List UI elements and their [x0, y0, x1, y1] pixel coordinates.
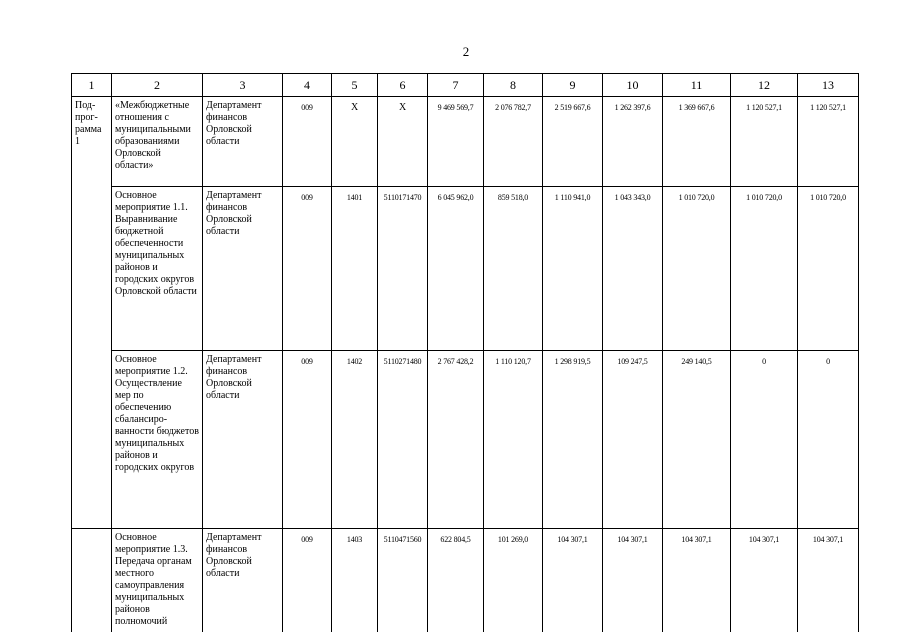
year-amount: 1 298 919,5 [543, 351, 603, 529]
event-name: Основное мероприятие 1.1. Выравнивание бюджетной обеспеченности муниципальных районов и городских округов Орловской области [112, 187, 203, 351]
column-header: 5 [332, 74, 378, 97]
year-amount: 1 010 720,0 [663, 187, 731, 351]
year-amount: 2 519 667,6 [543, 97, 603, 187]
rzpr-code: 1402 [332, 351, 378, 529]
year-amount: 1 043 343,0 [603, 187, 663, 351]
year-amount: 1 120 527,1 [731, 97, 798, 187]
column-header: 2 [112, 74, 203, 97]
column-header: 6 [378, 74, 428, 97]
csr-code: 5110471560 [378, 529, 428, 633]
executor: Департамент финансов Орловской области [203, 97, 283, 187]
grbs-code: 009 [283, 351, 332, 529]
event-name: «Межбюджетные отношения с муниципальными образованиями Орловской области» [112, 97, 203, 187]
year-amount: 859 518,0 [484, 187, 543, 351]
year-amount: 249 140,5 [663, 351, 731, 529]
year-amount: 1 120 527,1 [798, 97, 859, 187]
column-header: 3 [203, 74, 283, 97]
year-amount: 1 369 667,6 [663, 97, 731, 187]
year-amount: 0 [798, 351, 859, 529]
grbs-code: 009 [283, 97, 332, 187]
event-name: Основное мероприятие 1.2. Осуществление мер по обеспечению сбалансиро- ванности бюджетов муниципальных районов и городских округов [112, 351, 203, 529]
column-header-row [72, 74, 859, 97]
column-header: 13 [798, 74, 859, 97]
column-header: 8 [484, 74, 543, 97]
year-amount: 2 076 782,7 [484, 97, 543, 187]
column-header: 4 [283, 74, 332, 97]
year-amount: 1 110 120,7 [484, 351, 543, 529]
csr-code: 5110271480 [378, 351, 428, 529]
year-amount: 104 307,1 [663, 529, 731, 633]
year-amount: 104 307,1 [731, 529, 798, 633]
grbs-code: 009 [283, 529, 332, 633]
table-row [72, 351, 859, 529]
executor: Департамент финансов Орловской области [203, 351, 283, 529]
column-header: 9 [543, 74, 603, 97]
rzpr-code: 1401 [332, 187, 378, 351]
executor: Департамент финансов Орловской области [203, 529, 283, 633]
year-amount: 101 269,0 [484, 529, 543, 633]
table-row [72, 187, 859, 351]
year-amount: 0 [731, 351, 798, 529]
year-amount: 1 110 941,0 [543, 187, 603, 351]
column-header: 1 [72, 74, 112, 97]
year-amount: 1 262 397,6 [603, 97, 663, 187]
page-number: 2 [462, 44, 470, 59]
subprogram-cell [72, 351, 112, 529]
executor: Департамент финансов Орловской области [203, 187, 283, 351]
total-amount: 9 469 569,7 [428, 97, 484, 187]
event-name: Основное мероприятие 1.3. Передача органам местного самоуправления муниципальных районов полномочий [112, 529, 203, 633]
table-row [72, 97, 859, 187]
budget-table [71, 73, 859, 632]
column-header: 11 [663, 74, 731, 97]
year-amount: 1 010 720,0 [798, 187, 859, 351]
table-row [72, 529, 859, 633]
year-amount: 1 010 720,0 [731, 187, 798, 351]
subprogram-cell [72, 529, 112, 633]
column-header: 12 [731, 74, 798, 97]
year-amount: 109 247,5 [603, 351, 663, 529]
rzpr-code: 1403 [332, 529, 378, 633]
subprogram-label: Под- прог- рамма 1 [72, 97, 112, 187]
rzpr-code: Х [332, 97, 378, 187]
grbs-code: 009 [283, 187, 332, 351]
subprogram-cell [72, 187, 112, 351]
csr-code: Х [378, 97, 428, 187]
year-amount: 104 307,1 [543, 529, 603, 633]
column-header: 10 [603, 74, 663, 97]
column-header: 7 [428, 74, 484, 97]
year-amount: 104 307,1 [798, 529, 859, 633]
total-amount: 2 767 428,2 [428, 351, 484, 529]
total-amount: 6 045 962,0 [428, 187, 484, 351]
csr-code: 5110171470 [378, 187, 428, 351]
year-amount: 104 307,1 [603, 529, 663, 633]
total-amount: 622 804,5 [428, 529, 484, 633]
